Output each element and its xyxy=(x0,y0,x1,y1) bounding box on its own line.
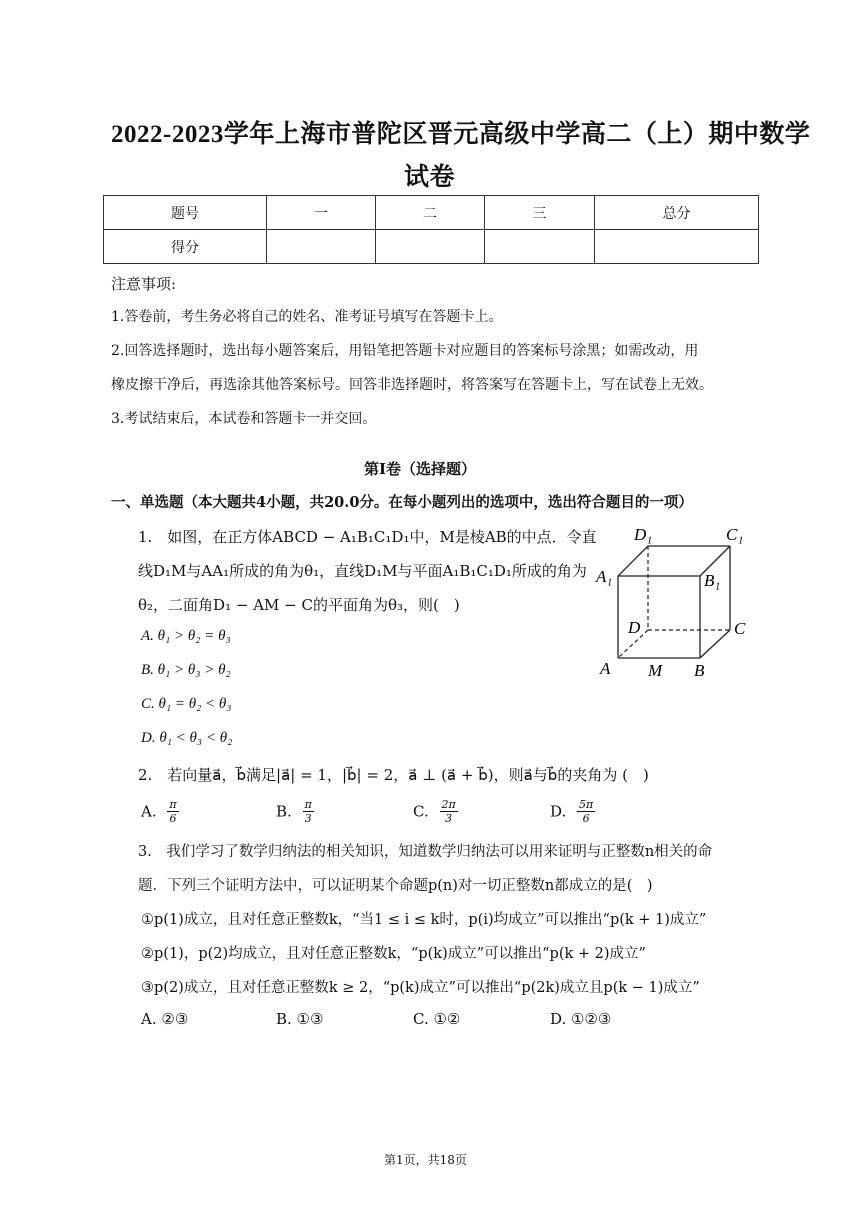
q3-statement-2: ②p(1)，p(2)均成立，且对任意正整数k，“p(k)成立”可以推出“p(k + 2)成立” xyxy=(141,946,646,962)
fraction-numerator: π xyxy=(169,798,177,811)
q1-option-d: D. θ₁ < θ₃ < θ₂ xyxy=(141,730,233,746)
label-c1: C₁ xyxy=(726,525,744,544)
q2-option-d xyxy=(550,798,595,825)
exam-title-line1: 2022-2023学年上海市普陀区晋元高级中学高二（上）期中数学 xyxy=(111,121,811,148)
q3-option-a: A. ②③ xyxy=(141,1010,189,1028)
part-title: 第I卷（选择题） xyxy=(364,460,477,478)
fraction-numerator: 2π xyxy=(441,798,456,811)
score-header-cell: 总分 xyxy=(595,196,759,230)
label-d1: D₁ xyxy=(634,525,653,544)
section-heading: 一、单选题（本大题共4小题，共20.0分。在每小题列出的选项中，选出符合题目的一项） xyxy=(111,494,693,511)
q3-line-1: 3. 我们学习了数学归纳法的相关知识，知道数学归纳法可以用来证明与正整数n相关的命 xyxy=(138,844,713,860)
q3-line-2: 题．下列三个证明方法中，可以证明某个命题p(n)对一切正整数n都成立的是( ) xyxy=(138,878,653,894)
q2-stem: 2. 若向量a⃗，b⃗满足|a⃗| = 1，|b⃗| = 2，a⃗ ⊥ (a⃗ + b⃗)，则a⃗与b⃗的夹角为 ( ) xyxy=(138,766,649,784)
score-row-label: 得分 xyxy=(104,230,267,264)
score-table-score-row xyxy=(104,230,759,264)
q1-line-2: 线D₁M与AA₁所成的角为θ₁，直线D₁M与平面A₁B₁C₁D₁所成的角为 xyxy=(138,562,587,580)
fraction xyxy=(303,798,314,825)
option-letter: C. xyxy=(413,802,429,821)
score-blank-cell xyxy=(485,230,595,264)
fraction-denominator: 3 xyxy=(445,812,453,825)
notice-item-2a: 2.回答选择题时，选出每小题答案后，用铅笔把答题卡对应题目的答案标号涂黑；如需改动，用 xyxy=(111,343,699,359)
score-table xyxy=(103,195,759,264)
q1-option-b: B. θ₁ > θ₃ > θ₂ xyxy=(141,662,231,678)
fraction xyxy=(577,798,595,825)
score-header-cell: 三 xyxy=(485,196,595,230)
notice-heading: 注意事项: xyxy=(111,275,177,293)
option-letter: B. xyxy=(276,802,292,821)
fraction-numerator: 5π xyxy=(579,798,594,811)
notice-item-1: 1.答卷前，考生务必将自己的姓名、准考证号填写在答题卡上。 xyxy=(111,309,503,325)
fraction-denominator: 6 xyxy=(169,812,177,825)
q1-option-a: A. θ₁ > θ₂ = θ₃ xyxy=(141,628,231,644)
label-m: M xyxy=(648,661,663,680)
page-footer: 第1页，共18页 xyxy=(384,1153,467,1167)
fraction xyxy=(440,798,458,825)
score-table-header-row xyxy=(104,196,759,230)
q3-statement-3: ③p(2)成立，且对任意正整数k ≥ 2，“p(k)成立”可以推出“p(2k)成立且p(k − 1)成立” xyxy=(141,980,700,996)
option-letter: A. xyxy=(141,802,157,821)
fraction-denominator: 6 xyxy=(582,812,590,825)
score-blank-cell xyxy=(267,230,376,264)
score-header-cell: 二 xyxy=(376,196,485,230)
fraction-denominator: 3 xyxy=(304,812,312,825)
q1-option-c: C. θ₁ = θ₂ < θ₃ xyxy=(141,696,232,712)
q1-line-1: 1. 如图，在正方体ABCD − A₁B₁C₁D₁中，M是棱AB的中点．令直 xyxy=(138,528,597,546)
label-d: D xyxy=(628,618,641,637)
option-letter: D. xyxy=(550,802,567,821)
q1-line-3: θ₂，二面角D₁ − AM − C的平面角为θ₃，则( ) xyxy=(138,596,460,614)
fraction-numerator: π xyxy=(304,798,312,811)
q3-option-d: D. ①②③ xyxy=(550,1010,612,1028)
label-a: A xyxy=(600,659,611,678)
q3-option-b: B. ①③ xyxy=(276,1010,324,1028)
score-header-cell: 题号 xyxy=(104,196,267,230)
score-blank-cell xyxy=(595,230,759,264)
cube-figure xyxy=(592,520,762,685)
score-blank-cell xyxy=(376,230,485,264)
label-b: B xyxy=(694,661,705,680)
label-c: C xyxy=(734,619,746,638)
q2-option-b xyxy=(276,798,314,825)
label-b1: B₁ xyxy=(704,571,721,590)
q3-option-c: C. ①② xyxy=(413,1010,461,1028)
label-a1: A₁ xyxy=(596,567,613,586)
notice-item-3: 3.考试结束后，本试卷和答题卡一并交回。 xyxy=(111,411,377,427)
exam-title-line2: 试卷 xyxy=(404,164,456,191)
fraction xyxy=(167,798,178,825)
q2-option-c xyxy=(413,798,458,825)
notice-item-2b: 橡皮擦干净后，再选涂其他答案标号。回答非选择题时，将答案写在答题卡上，写在试卷上无效。 xyxy=(111,377,713,393)
q2-option-a xyxy=(141,798,179,825)
score-header-cell: 一 xyxy=(267,196,376,230)
q3-statement-1: ①p(1)成立，且对任意正整数k，“当1 ≤ i ≤ k时，p(i)均成立”可以推出“p(k + 1)成立” xyxy=(141,912,707,928)
